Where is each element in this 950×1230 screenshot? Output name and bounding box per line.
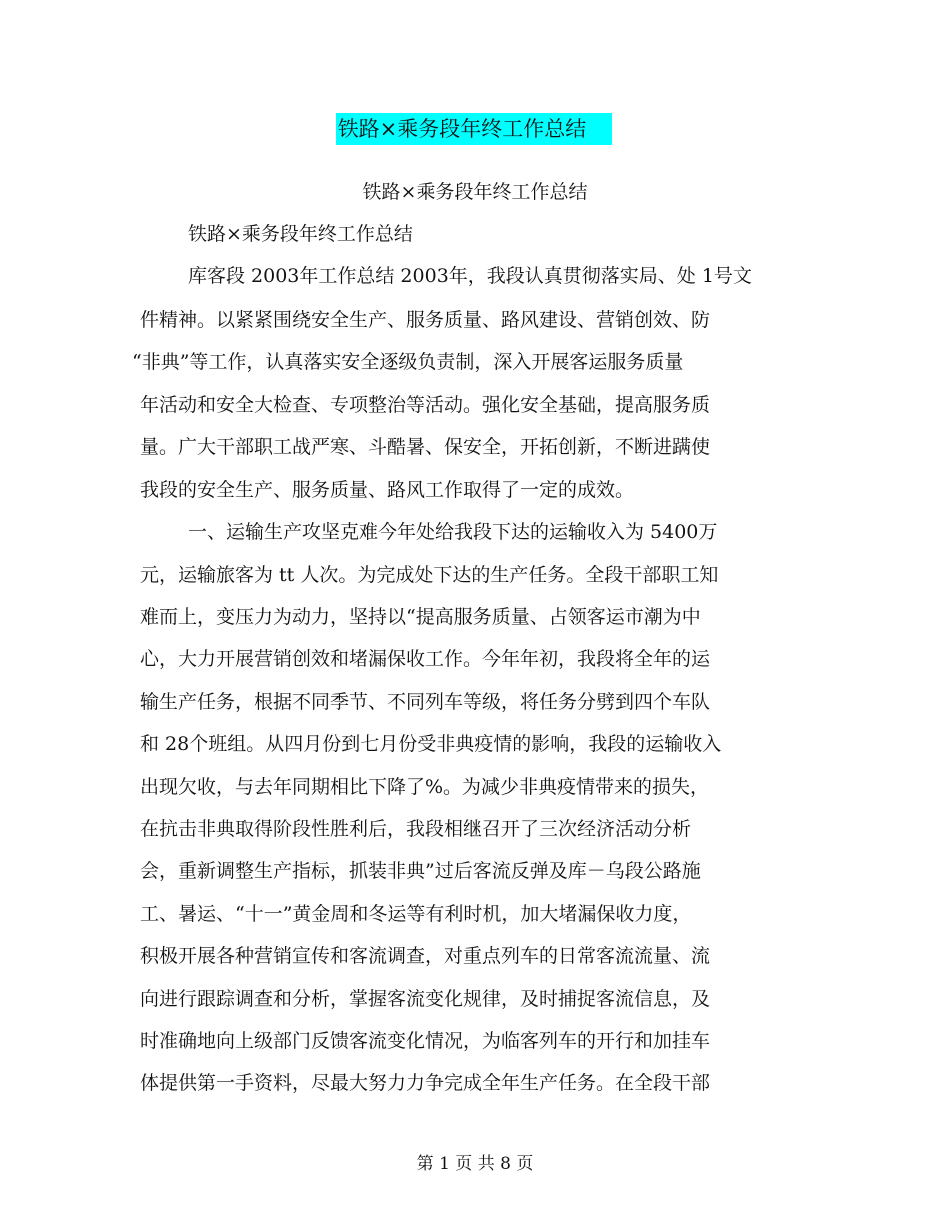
body-line: 元，运输旅客为 tt 人次。为完成处下达的生产任务。全段干部职工知 [140, 564, 719, 586]
body-line: 工、暑运、“十一”黄金周和冬运等有利时机，加大堵漏保收力度， [140, 903, 692, 925]
document-title: 铁路×乘务段年终工作总结 [336, 113, 613, 145]
body-line: 积极开展各种营销宣传和客流调查，对重点列车的日常客流流量、流 [140, 945, 711, 967]
body-line: 和 28个班组。从四月份到七月份受非典疫情的影响，我段的运输收入 [140, 733, 722, 755]
body-line: 向进行跟踪调查和分析，掌握客流变化规律，及时捕捉客流信息，及 [140, 988, 711, 1010]
section-heading: 铁路×乘务段年终工作总结 [188, 223, 413, 245]
body-line: 时准确地向上级部门反馈客流变化情况，为临客列车的开行和加挂车 [140, 1030, 711, 1052]
document-subtitle: 铁路×乘务段年终工作总结 [362, 181, 588, 203]
body-line: 库客段 2003年工作总结 2003年，我段认真贯彻落实局、处 1号文 [188, 265, 752, 287]
body-line: 出现欠收，与去年同期相比下降了%。为减少非典疫情带来的损失， [140, 776, 710, 798]
body-line: 年活动和安全大检查、专项整治等活动。强化安全基础，提高服务质 [140, 394, 711, 416]
body-line: 体提供第一手资料，尽最大努力力争完成全年生产任务。在全段干部 [140, 1072, 711, 1094]
body-line: 在抗击非典取得阶段性胜利后，我段相继召开了三次经济活动分析 [140, 818, 692, 840]
title-container [0, 113, 950, 145]
page-footer: 第 1 页 共 8 页 [416, 1154, 534, 1174]
body-line: 心，大力开展营销创效和堵漏保收工作。今年年初，我段将全年的运 [140, 648, 711, 670]
body-line: 我段的安全生产、服务质量、路风工作取得了一定的成效。 [140, 479, 635, 501]
body-line: 输生产任务，根据不同季节、不同列车等级，将任务分劈到四个车队 [140, 691, 711, 713]
body-line: 量。广大干部职工战严寒、斗酷暑、保安全，开拓创新，不断进蹒使 [140, 436, 711, 458]
body-line: “非典”等工作，认真落实安全逐级负责制，深入开展客运服务质量 [132, 351, 684, 373]
body-line: 件精神。以紧紧围绕安全生产、服务质量、路风建设、营销创效、防 [140, 309, 711, 331]
body-line: 难而上，变压力为动力，坚持以“提高服务质量、占领客运市潮为中 [140, 606, 701, 628]
body-line: 一、运输生产攻坚克难今年处给我段下达的运输收入为 5400万 [188, 521, 718, 543]
body-line: 会，重新调整生产指标，抓装非典”过后客流反弹及库－乌段公路施 [140, 860, 701, 882]
